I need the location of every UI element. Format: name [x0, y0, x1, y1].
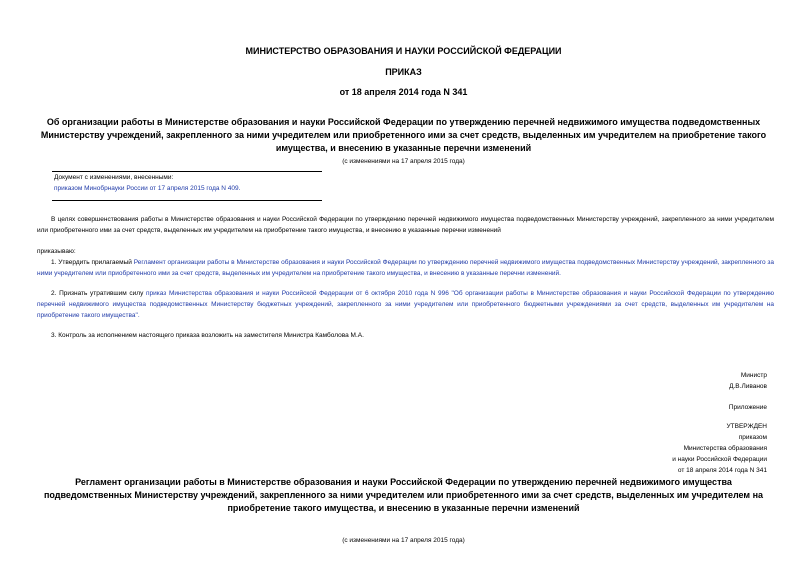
- doc-type: ПРИКАЗ: [385, 67, 422, 77]
- item-2-link[interactable]: приказ Министерства образования и науки Российской Федерации от 6 октября 2010 года N 996 "Об организации работы в Министерстве образования и науки Российской Федерации по утверждению перечней недвижимого имущества подведомственных Министерству бюджетных учреждений, закрепленного за ними учредителем или приобретенного бюджетными учреждениями за счет средств, выделенных им учредителем на приобретение такого имущества".: [37, 290, 775, 319]
- approved-line-4: от 18 апреля 2014 года N 341: [677, 467, 767, 474]
- approved-line-3: и науки Российской Федерации: [672, 456, 767, 463]
- preamble-paragraph: В целях совершенствования работы в Министерстве образования и науки Российской Федерации по утверждению перечней недвижимого имущества подведомственных Министерству учреждений, закрепленного за ними учредителем или приобретенного ими за счет средств, выделенных им учредителем на приобретение такого имущества, и внесению в указанные перечни изменений: [37, 216, 774, 234]
- signature-name: Д.В.Ливанов: [729, 383, 767, 390]
- order-word: приказываю:: [37, 248, 76, 255]
- changes-box-bottom-rule: [52, 200, 322, 201]
- doc-subject: Об организации работы в Министерстве образования и науки Российской Федерации по утверждению перечней недвижимого имущества подведомственных Министерству учреждений, закрепленного за ними учредителем или приобретенного ими за счет средств, выделенных им учредителем на приобретение такого имущества, и внесению в указанные перечни изменений: [40, 117, 767, 153]
- item-1-link[interactable]: Регламент организации работы в Министерстве образования и науки Российской Федерации по утверждению перечней недвижимого имущества подведомственных Министерству учреждений, закрепленного за ними учредителем или приобретенного ими за счет средств, выделенных им учредителем на приобретение такого имущества, и внесению в указанные перечни изменений.: [37, 259, 774, 277]
- signature-position: Министр: [740, 372, 767, 379]
- regulation-edition-note: (с изменениями на 17 апреля 2015 года): [342, 537, 465, 544]
- regulation-title: Регламент организации работы в Министерстве образования и науки Российской Федерации по утверждению перечней недвижимого имущества подведомственных Министерству учреждений, закрепленного за ними учредителем или приобретенного ими за счет средств, выделенных им учредителем на приобретение такого имущества, и внесению в указанные перечни изменений: [43, 477, 764, 513]
- approved-word: УТВЕРЖДЕН: [726, 423, 767, 430]
- doc-date-number: от 18 апреля 2014 года N 341: [339, 87, 468, 97]
- item-2: [37, 288, 774, 321]
- changes-box: [52, 171, 322, 201]
- approval-block: [672, 421, 767, 476]
- appendix-label: Приложение: [728, 404, 767, 411]
- changes-link[interactable]: приказом Минобрнауки России от 17 апреля 2015 года N 409.: [54, 185, 241, 192]
- changes-box-label: Документ с изменениями, внесенными:: [54, 174, 174, 181]
- item-2-prefix: 2. Признать утратившим силу: [51, 290, 144, 297]
- item-3: 3. Контроль за исполнением настоящего приказа возложить на заместителя Министра Камболова М.А.: [51, 332, 364, 339]
- signature-block: [729, 370, 767, 392]
- item-1-prefix: 1. Утвердить прилагаемый: [51, 259, 132, 266]
- edition-note: (с изменениями на 17 апреля 2015 года): [342, 158, 465, 165]
- item-1: [37, 257, 774, 279]
- approved-line-2: Министерства образования: [683, 445, 767, 452]
- ministry-title: МИНИСТЕРСТВО ОБРАЗОВАНИЯ И НАУКИ РОССИЙСКОЙ ФЕДЕРАЦИИ: [245, 46, 562, 56]
- approved-line-1: приказом: [738, 434, 767, 441]
